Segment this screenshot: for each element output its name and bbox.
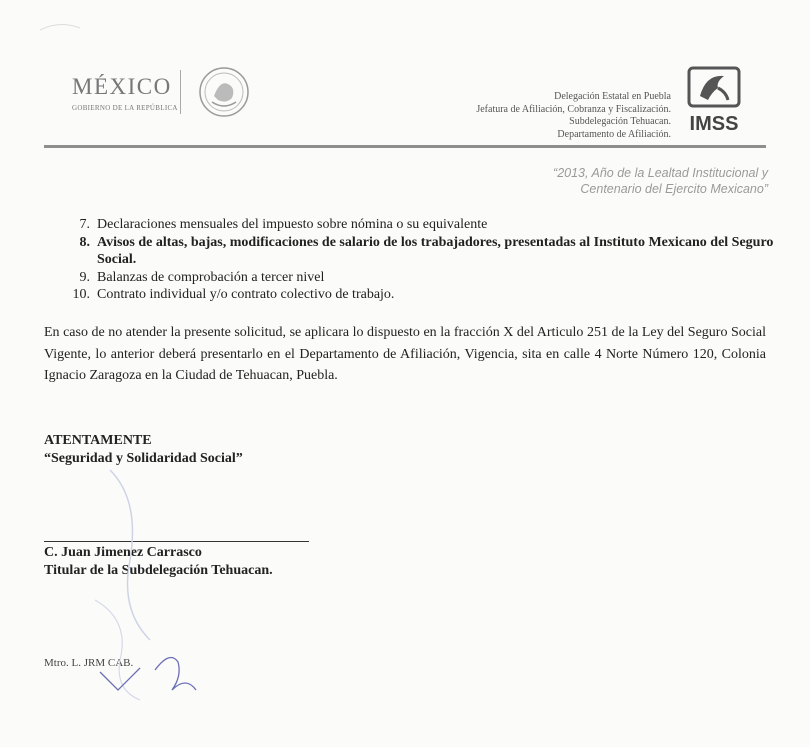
office-line: Subdelegación Tehuacan. [569,116,671,127]
list-item [66,269,786,287]
reference-initials: Mtro. L. JRM CAB. [44,657,134,669]
list-item-text: Contrato individual y/o contrato colectivo de trabajo. [97,287,395,303]
closing-block [44,432,243,468]
year-motto [553,165,768,197]
list-item-text: Avisos de altas, bajas, modificaciones de salario de los trabajadores, presentadas al Instituto Mexicano del Seguro Social. [97,234,774,268]
header-divider [180,70,181,114]
list-item [66,216,786,234]
country-name: MÉXICO [72,74,172,99]
list-item-number: 7. [79,217,90,232]
imss-logo [686,66,742,136]
national-seal-icon [198,66,250,118]
imss-logo-text: IMSS [689,113,739,135]
requirements-list [66,216,786,304]
list-item-text: Balanzas de comprobación a tercer nivel [97,269,325,285]
header-rule [44,145,766,148]
list-item-number: 10. [72,287,90,303]
body-paragraph: En caso de no atender la presente solicitud, se aplicara lo dispuesto en la fracción X del Articulo 251 de la Ley del Seguro Social Vigente, lo anterior deberá presentarlo en el Departamento de Afiliación, Vigencia, sita en calle 4 Norte Número 120, Colonia Ignacio Zaragoza en la Ciudad de Tehuacan, Puebla. [44,325,766,383]
signature-line [44,541,309,542]
list-item [66,234,786,269]
signer-title: Titular de la Subdelegación Tehuacan. [44,563,273,578]
institutional-motto: “Seguridad y Solidaridad Social” [44,451,243,466]
salutation: ATENTAMENTE [44,433,152,448]
signer-name: C. Juan Jimenez Carrasco [44,545,202,560]
list-item-number: 8. [79,234,90,250]
office-address [476,91,671,141]
list-item-number: 9. [79,269,90,285]
year-motto-line: Centenario del Ejercito Mexicano” [580,182,768,196]
government-line: GOBIERNO DE LA REPÚBLICA [72,104,178,112]
year-motto-line: “2013, Año de la Lealtad Institucional y [553,166,768,180]
office-line: Jefatura de Afiliación, Cobranza y Fiscalización. [476,103,671,115]
signer-block [44,544,273,580]
office-line: Delegación Estatal en Puebla [554,91,671,102]
list-item-text: Declaraciones mensuales del impuesto sobre nómina o su equivalente [97,217,488,232]
office-line: Departamento de Afiliación. [557,128,671,140]
list-item [66,286,786,304]
